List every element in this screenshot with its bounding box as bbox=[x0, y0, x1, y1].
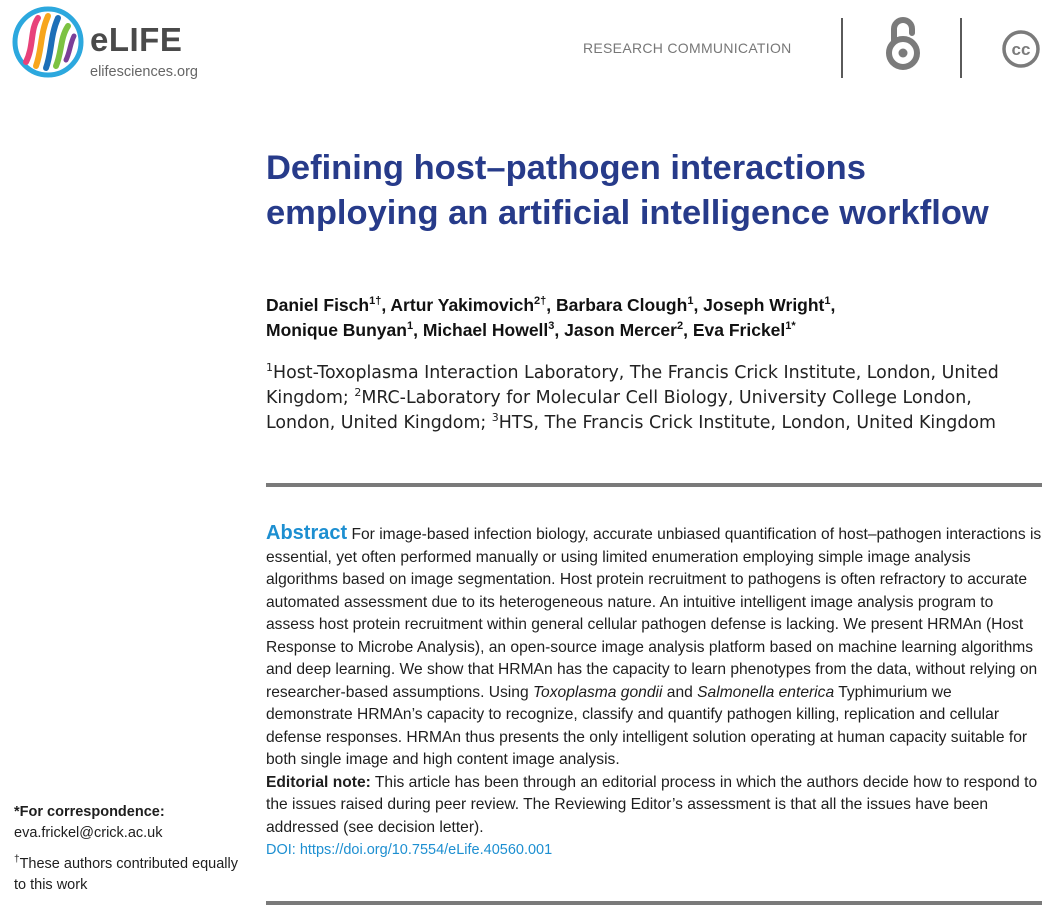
author-name[interactable]: Joseph Wright bbox=[703, 295, 825, 315]
affiliation-text: Host-Toxoplasma Interaction Laboratory, The Francis Crick Institute, London, United Kingdom; bbox=[266, 363, 999, 408]
author-name[interactable]: Eva Frickel bbox=[692, 320, 786, 340]
cc-text: cc bbox=[1011, 40, 1031, 59]
section-divider bbox=[266, 901, 1042, 905]
author-affiliation-mark: 1† bbox=[369, 295, 382, 308]
species-name: Salmonella enterica bbox=[697, 683, 835, 701]
affiliation-mark: 3 bbox=[491, 411, 499, 425]
author-affiliation-mark: 1 bbox=[406, 320, 414, 333]
header-divider bbox=[960, 18, 962, 78]
affiliation-mark: 2 bbox=[354, 386, 362, 400]
correspondence-email[interactable]: eva.frickel@crick.ac.uk bbox=[14, 825, 163, 841]
author-name[interactable]: Jason Mercer bbox=[564, 320, 677, 340]
correspondence bbox=[14, 802, 244, 844]
article-type: RESEARCH COMMUNICATION bbox=[583, 40, 792, 56]
doi-link[interactable]: DOI: https://doi.org/10.7554/eLife.40560.001 bbox=[266, 842, 553, 858]
footnote-text: These authors contributed equally to this work bbox=[14, 856, 239, 893]
affiliation-text: MRC-Laboratory for Molecular Cell Biology, University College London, London, United Kingdom; bbox=[266, 388, 972, 433]
author-separator: , bbox=[413, 320, 423, 340]
affiliation-list bbox=[266, 361, 1046, 436]
author-separator: , bbox=[830, 295, 836, 315]
abstract-text: For image-based infection biology, accurate unbiased quantification of host–pathogen interactions is essential, yet often performed manually or using limited enumeration employing simple image analysis algorithms based on image segmentation. Host protein recruitment to pathogens is often refractory to accurate automated assessment due to its heterogeneous nature. An intuitive intelligent image analysis program to assess host protein recruitment within general cellular pathogen defense is lacking. We present HRMAn (Host Response to Microbe Analysis), an open-source image analysis platform based on machine learning algorithms and deep learning. We show that HRMAn has the capacity to learn phenotypes from the data, without relying on researcher-based assumptions. Using bbox=[266, 526, 1042, 701]
author-list bbox=[266, 293, 1026, 343]
abstract-section bbox=[266, 522, 1042, 862]
species-name: Toxoplasma gondii bbox=[532, 683, 663, 701]
editorial-note-label: Editorial note: bbox=[266, 773, 371, 791]
article-title: Defining host–pathogen interactions employing an artificial intelligence workflow bbox=[266, 149, 989, 232]
author-name[interactable]: Barbara Clough bbox=[556, 295, 688, 315]
abstract-heading: Abstract bbox=[266, 522, 348, 544]
author-separator: , bbox=[381, 295, 391, 315]
site-url[interactable]: elifesciences.org bbox=[90, 64, 198, 80]
author-name[interactable]: Daniel Fisch bbox=[266, 295, 370, 315]
author-name[interactable]: Michael Howell bbox=[422, 320, 549, 340]
editorial-note-text: This article has been through an editorial process in which the authors decide how to respond to the issues raised during peer review. The Reviewing Editor’s assessment is that all the issues have been addressed (see decision letter). bbox=[266, 773, 1038, 836]
abstract-text: and bbox=[666, 683, 693, 701]
equal-contribution-note bbox=[14, 854, 244, 896]
footnote-mark: † bbox=[14, 854, 20, 866]
author-name[interactable]: Monique Bunyan bbox=[266, 320, 407, 340]
author-affiliation-mark: 1 bbox=[687, 295, 694, 308]
author-separator: , bbox=[683, 320, 693, 340]
brand-name[interactable]: eLIFE bbox=[90, 21, 183, 58]
section-divider bbox=[266, 483, 1042, 487]
header-divider bbox=[841, 18, 843, 78]
author-affiliation-mark: 1* bbox=[785, 320, 796, 333]
author-separator: , bbox=[554, 320, 565, 340]
author-affiliation-mark: 2 bbox=[676, 320, 684, 333]
editorial-note bbox=[266, 772, 1042, 840]
author-separator: , bbox=[546, 295, 557, 315]
author-affiliation-mark: 3 bbox=[548, 320, 555, 333]
author-separator: , bbox=[693, 295, 704, 315]
elife-logo[interactable] bbox=[12, 6, 84, 78]
abstract-text: Typhimurium we demonstrate HRMAn’s capacity to recognize, classify and quantify pathogen killing, replication and cellular defense responses. HRMAn thus presents the only intelligent solution operating at human capacity suitable for both single image and high content image analysis. bbox=[266, 683, 1028, 768]
affiliation-text: HTS, The Francis Crick Institute, London, United Kingdom bbox=[498, 413, 996, 433]
creative-commons-icon[interactable] bbox=[1001, 29, 1041, 69]
author-affiliation-mark: 1 bbox=[824, 295, 831, 308]
author-name[interactable]: Artur Yakimovich bbox=[390, 295, 535, 315]
open-access-icon[interactable] bbox=[882, 15, 924, 71]
abstract-paragraph bbox=[266, 522, 1042, 772]
correspondence-label: *For correspondence: bbox=[14, 804, 165, 820]
author-affiliation-mark: 2† bbox=[534, 295, 547, 308]
affiliation-mark: 1 bbox=[266, 361, 273, 375]
